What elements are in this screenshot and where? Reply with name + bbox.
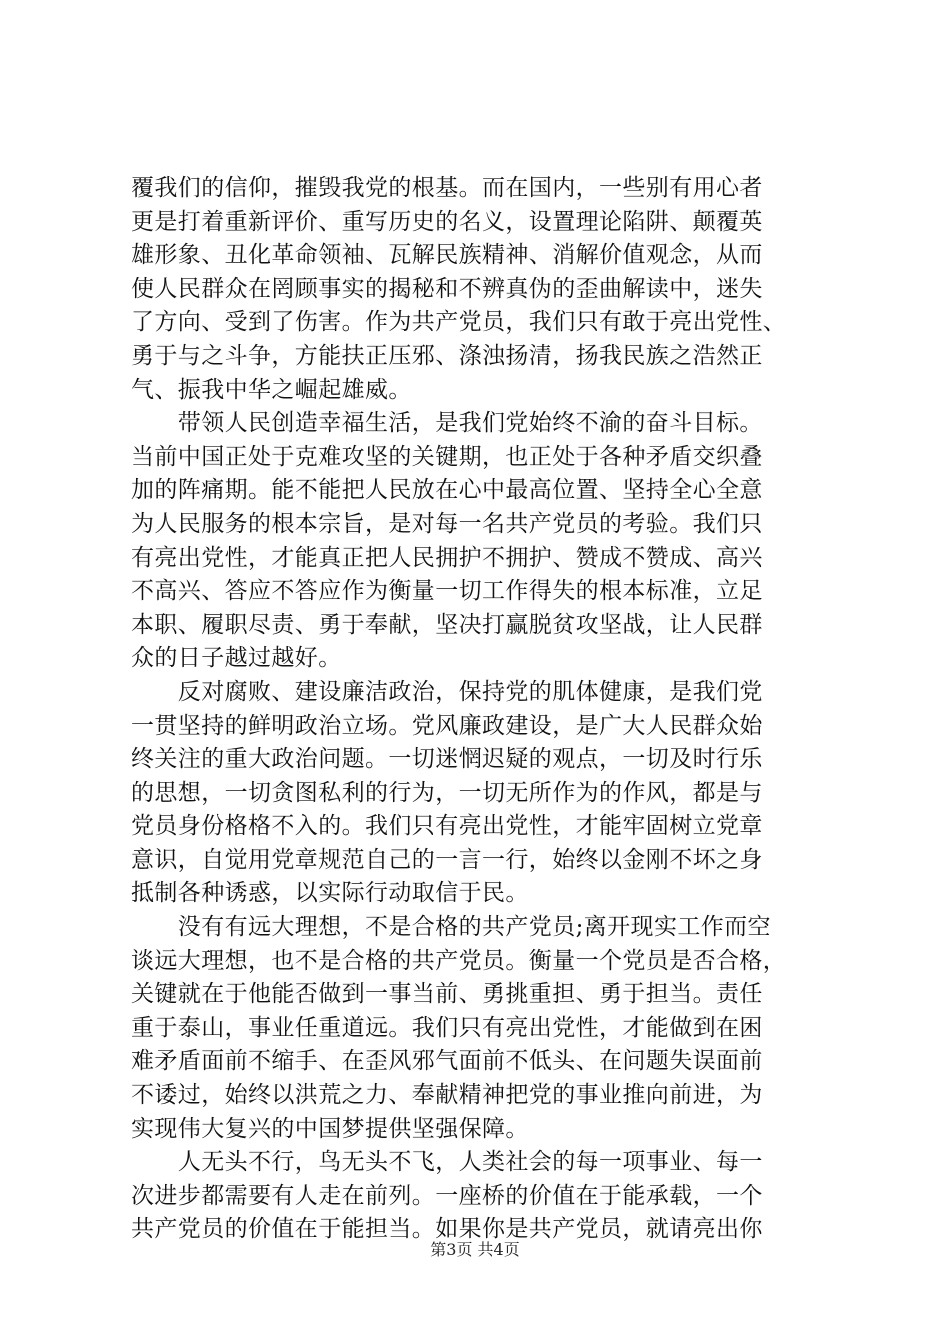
- text-line: 党员身份格格不入的。我们只有亮出党性，才能牢固树立党章: [131, 813, 763, 840]
- text-line: 共产党员的价值在于能担当。如果你是共产党员，就请亮出你: [131, 1216, 763, 1243]
- text-line: 次进步都需要有人走在前列。一座桥的价值在于能承载，一个: [131, 1182, 763, 1209]
- text-line: 为人民服务的根本宗旨，是对每一名共产党员的考验。我们只: [131, 510, 763, 537]
- text-line: 当前中国正处于克难攻坚的关键期，也正处于各种矛盾交织叠: [131, 443, 763, 470]
- text-line: 难矛盾面前不缩手、在歪风邪气面前不低头、在问题失误面前: [131, 1048, 763, 1075]
- text-line: 不诿过，始终以洪荒之力、奉献精神把党的事业推向前进，为: [131, 1082, 763, 1109]
- text-line: 意识，自觉用党章规范自己的一言一行，始终以金刚不坏之身: [131, 846, 763, 873]
- text-line: 终关注的重大政治问题。一切迷惘迟疑的观点，一切及时行乐: [131, 746, 763, 773]
- text-line: 众的日子越过越好。: [131, 645, 342, 672]
- text-line: 反对腐败、建设廉洁政治，保持党的肌体健康，是我们党: [131, 678, 763, 705]
- text-line: 本职、履职尽责、勇于奉献，坚决打赢脱贫攻坚战，让人民群: [131, 611, 763, 638]
- text-line: 覆我们的信仰，摧毁我党的根基。而在国内，一些别有用心者: [131, 175, 763, 201]
- text-line: 更是打着重新评价、重写历史的名义，设置理论陷阱、颠覆英: [131, 208, 763, 235]
- text-line: 有亮出党性，才能真正把人民拥护不拥护、赞成不赞成、高兴: [131, 544, 763, 571]
- text-line: 不高兴、答应不答应作为衡量一切工作得失的根本标准，立足: [131, 578, 763, 605]
- text-line: 关键就在于他能否做到一事当前、勇挑重担、勇于担当。责任: [131, 981, 763, 1008]
- page-footer: 第3页 共4页: [430, 1240, 520, 1259]
- text-line: 气、振我中华之崛起雄威。: [131, 376, 412, 403]
- text-line: 带领人民创造幸福生活，是我们党始终不渝的奋斗目标。: [131, 410, 763, 437]
- text-line: 的思想，一切贪图私利的行为，一切无所作为的作风，都是与: [131, 779, 763, 806]
- text-line: 实现伟大复兴的中国梦提供坚强保障。: [131, 1115, 529, 1142]
- text-line: 重于泰山，事业任重道远。我们只有亮出党性，才能做到在困: [131, 1014, 763, 1041]
- text-line: 了方向、受到了伤害。作为共产党员，我们只有敢于亮出党性、: [131, 309, 787, 336]
- text-line: 一贯坚持的鲜明政治立场。党风廉政建设，是广大人民群众始: [131, 712, 763, 739]
- text-line: 抵制各种诱惑，以实际行动取信于民。: [131, 880, 529, 907]
- text-line: 雄形象、丑化革命领袖、瓦解民族精神、消解价值观念，从而: [131, 242, 763, 269]
- text-line: 没有有远大理想，不是合格的共产党员;离开现实工作而空: [131, 914, 771, 941]
- text-line: 使人民群众在罔顾事实的揭秘和不辨真伪的歪曲解读中，迷失: [131, 275, 763, 302]
- text-line: 谈远大理想，也不是合格的共产党员。衡量一个党员是否合格，: [131, 947, 787, 974]
- text-line: 人无头不行，鸟无头不飞，人类社会的每一项事业、每一: [131, 1149, 763, 1176]
- text-line: 勇于与之斗争，方能扶正压邪、涤浊扬清，扬我民族之浩然正: [131, 342, 763, 369]
- text-line: 加的阵痛期。能不能把人民放在心中最高位置、坚持全心全意: [131, 477, 763, 504]
- body-text: [131, 172, 826, 1247]
